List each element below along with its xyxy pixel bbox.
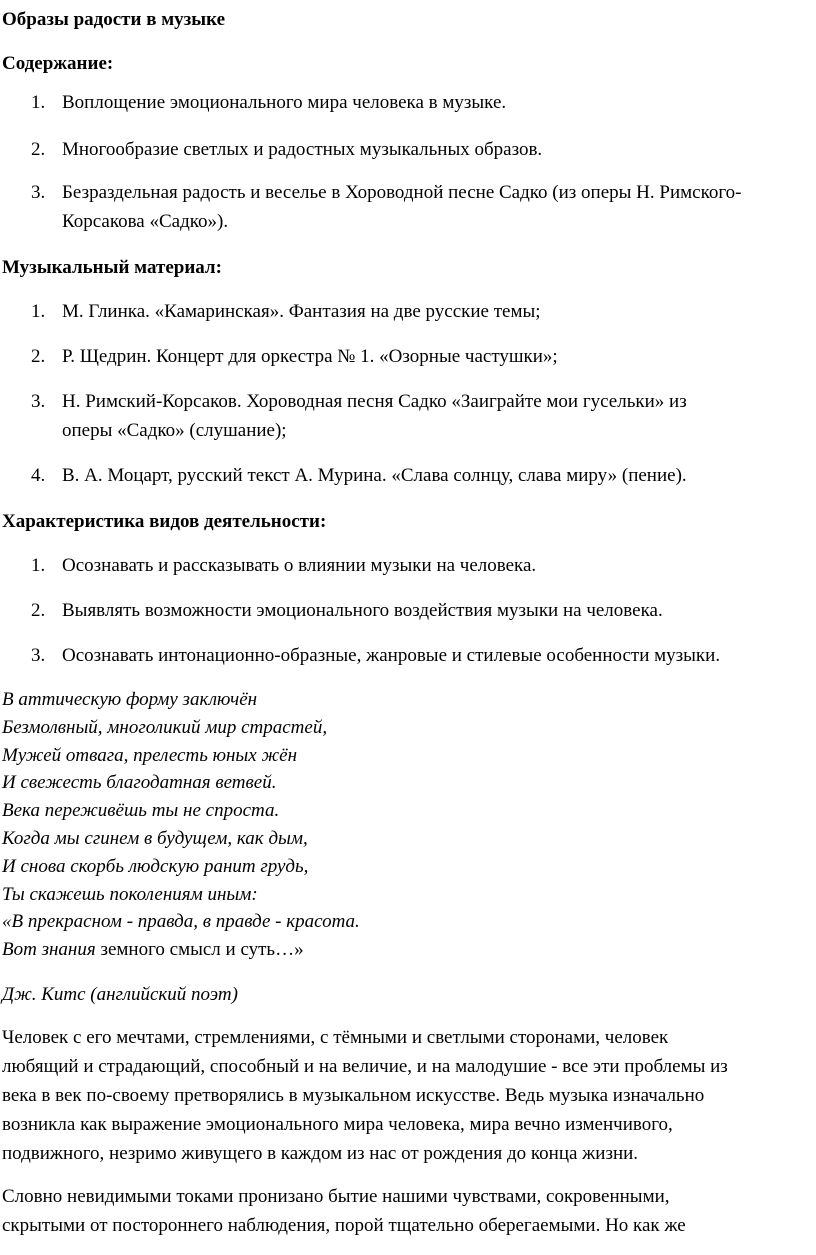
poem-line: И свежесть благодатная ветвей. bbox=[2, 772, 277, 794]
paragraph-line: подвижного, незримо живущего в каждом из нас от рождения до конца жизни. bbox=[2, 1143, 639, 1164]
paragraph-line: скрытыми от постороннего наблюдения, порой тщательно оберегаемыми. Но как же bbox=[2, 1215, 686, 1236]
paragraph-line: возникла как выражение эмоционального мира человека, мира вечно изменчивого, bbox=[2, 1114, 673, 1135]
list-text: оперы «Садко» (слушание); bbox=[62, 420, 287, 441]
poem-line: В аттическую форму заключён bbox=[2, 689, 258, 710]
poem-line: И снова скорбь людскую ранит грудь, bbox=[2, 855, 309, 877]
list-text: Безраздельная радость и веселье в Хороводной песне Садко (из оперы Н. Римского- bbox=[62, 182, 742, 203]
poem-line: Века переживёшь ты не спроста. bbox=[2, 800, 280, 822]
list-text: Р. Щедрин. Концерт для оркестра № 1. «Озорные частушки»; bbox=[62, 346, 558, 367]
paragraph-line: века в век по-своему претворялись в музыкальном искусстве. Ведь музыка изначально bbox=[2, 1085, 705, 1106]
list-number: 2. bbox=[31, 139, 46, 160]
list-text: Осознавать и рассказывать о влиянии музыки на человека. bbox=[62, 555, 537, 576]
list-number: 3. bbox=[31, 645, 46, 666]
material-heading: Музыкальный материал: bbox=[2, 257, 222, 278]
poem-line: «В прекрасном - правда, в правде - красота. bbox=[2, 911, 360, 933]
poem-last-italic: Вот знания bbox=[2, 939, 96, 961]
paragraph-line: любящий и страдающий, способный и на величие, и на малодушие - все эти проблемы из bbox=[2, 1056, 728, 1077]
list-number: 2. bbox=[31, 346, 46, 367]
poem-author: Дж. Китс (английский поэт) bbox=[2, 984, 238, 1005]
poem-epigraph bbox=[2, 686, 360, 964]
poem-last-normal: земного смысл и суть…» bbox=[95, 939, 304, 961]
list-number: 3. bbox=[31, 182, 46, 203]
list-text: Многообразие светлых и радостных музыкальных образов. bbox=[62, 139, 543, 160]
list-number: 1. bbox=[31, 92, 46, 113]
list-text: Корсакова «Садко»). bbox=[62, 211, 229, 232]
list-text: Выявлять возможности эмоционального воздействия музыки на человека. bbox=[62, 600, 663, 621]
list-number: 1. bbox=[31, 555, 46, 576]
list-text: М. Глинка. «Камаринская». Фантазия на две русские темы; bbox=[62, 301, 541, 322]
poem-line: Когда мы сгинем в будущем, как дым, bbox=[2, 827, 308, 849]
poem-line-last bbox=[2, 936, 360, 964]
list-text: Н. Римский-Корсаков. Хороводная песня Садко «Заиграйте мои гусельки» из bbox=[62, 391, 687, 412]
poem-line: Мужей отвага, прелесть юных жён bbox=[2, 744, 298, 766]
list-number: 2. bbox=[31, 600, 46, 621]
list-text: Осознавать интонационно-образные, жанровые и стилевые особенности музыки. bbox=[62, 645, 721, 666]
page-title: Образы радости в музыке bbox=[2, 9, 226, 30]
contents-heading: Содержание: bbox=[2, 53, 114, 74]
paragraph-line: Словно невидимыми токами пронизано бытие нашими чувствами, сокровенными, bbox=[2, 1186, 670, 1207]
poem-line: Безмолвный, многоликий мир страстей, bbox=[2, 716, 328, 738]
list-number: 1. bbox=[31, 301, 46, 322]
paragraph bbox=[2, 1023, 814, 1168]
poem-line: Ты скажешь поколениям иным: bbox=[2, 883, 258, 905]
paragraph bbox=[2, 1182, 814, 1240]
list-number: 4. bbox=[31, 465, 46, 486]
paragraph-line: Человек с его мечтами, стремлениями, с тёмными и светлыми сторонами, человек bbox=[2, 1027, 669, 1048]
list-number: 3. bbox=[31, 391, 46, 412]
list-text: В. А. Моцарт, русский текст А. Мурина. «Слава солнцу, слава миру» (пение). bbox=[62, 465, 687, 486]
activities-heading: Характеристика видов деятельности: bbox=[2, 511, 327, 532]
list-text: Воплощение эмоционального мира человека в музыке. bbox=[62, 92, 507, 113]
